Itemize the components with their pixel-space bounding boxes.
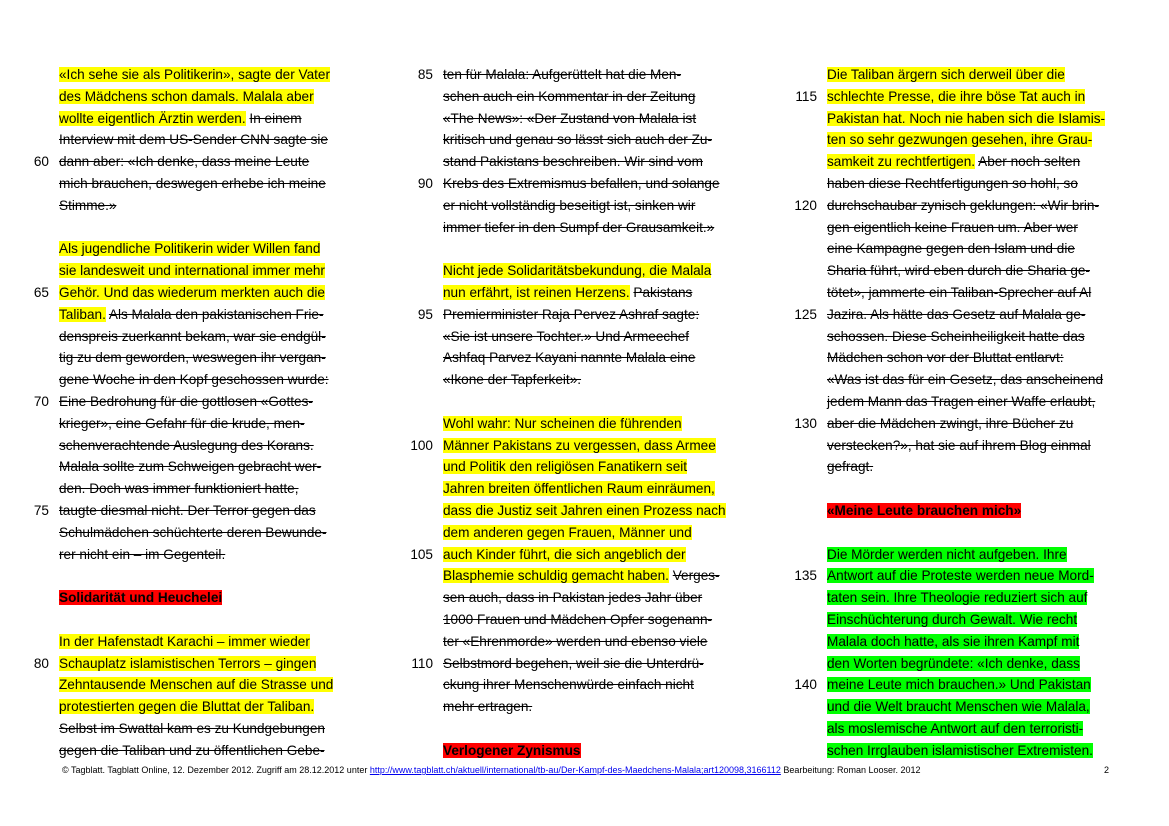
text-line <box>443 129 733 151</box>
highlighted-yellow-text: Zehntausende Menschen auf die Strasse und <box>59 677 334 693</box>
text-line <box>827 631 1117 653</box>
text-line <box>443 260 733 282</box>
text-line <box>59 456 344 478</box>
text-line <box>443 108 733 130</box>
highlighted-yellow-text: Die Taliban ärgern sich derweil über die <box>827 67 1065 82</box>
text-line <box>827 587 1117 609</box>
text-line <box>33 151 344 173</box>
text-line <box>827 326 1117 348</box>
highlighted-green-text: den Worten begründete: «Ich denke, dass <box>827 655 1080 671</box>
source-footer <box>62 765 921 775</box>
text-column-1 <box>33 64 344 762</box>
text-line <box>827 151 1117 173</box>
line-number: 135 <box>794 568 817 584</box>
text-line <box>794 565 1117 587</box>
struck-through-text: mehr ertragen. <box>443 699 533 715</box>
line-number: 75 <box>33 502 49 518</box>
text-line <box>59 86 344 108</box>
line-number: 90 <box>417 175 433 191</box>
text-line <box>827 500 1117 522</box>
section-heading: «Meine Leute brauchen mich» <box>827 502 1022 518</box>
highlighted-yellow-text: wollte eigentlich Ärztin werden. <box>59 110 246 126</box>
struck-through-text: verstecken?», hat sie auf ihrem Blog einmal <box>827 437 1091 453</box>
struck-through-text: «Was ist das für ein Gesetz, das anscheinend <box>827 372 1104 388</box>
footer-prefix: © Tagblatt. Tagblatt Online, 12. Dezember 2012. Zugriff am 28.12.2012 unter <box>62 765 370 775</box>
text-line <box>827 456 1117 478</box>
highlighted-yellow-text: «Ich sehe sie als Politikerin», sagte der Vater <box>59 67 331 82</box>
highlighted-yellow-text: Schauplatz islamistischen Terrors – gingen <box>59 655 317 671</box>
highlighted-green-text: und die Welt braucht Menschen wie Malala, <box>827 699 1090 715</box>
line-number: 120 <box>794 197 817 213</box>
text-line <box>827 238 1117 260</box>
text-line <box>443 587 733 609</box>
struck-through-text: ter «Ehrenmorde» werden und ebenso viele <box>443 633 708 649</box>
struck-through-text: tig zu dem geworden, weswegen ihr vergan- <box>59 350 326 366</box>
struck-through-text: aber die Mädchen zwingt, ihre Bücher zu <box>827 415 1074 431</box>
highlighted-yellow-text: Pakistan hat. Noch nie haben sich die Islamis- <box>827 110 1106 126</box>
text-line <box>827 435 1117 457</box>
highlighted-yellow-text: auch Kinder führt, die sich angeblich der <box>443 546 686 562</box>
text-line <box>827 718 1117 740</box>
text-line <box>443 151 733 173</box>
line-number: 130 <box>794 415 817 431</box>
text-line <box>827 173 1117 195</box>
struck-through-text: er nicht vollständig beseitigt ist, sinken wir <box>443 197 696 213</box>
text-line <box>59 413 344 435</box>
highlighted-green-text: Antwort auf die Proteste werden neue Mord- <box>827 568 1094 584</box>
struck-through-text: taugte diesmal nicht. Der Terror gegen das <box>59 502 316 518</box>
struck-through-text: Selbstmord begehen, weil sie die Unterdrü- <box>443 655 704 671</box>
line-number: 60 <box>33 154 49 170</box>
highlighted-yellow-text: Taliban. <box>59 306 106 322</box>
highlighted-yellow-text: dass die Justiz seit Jahren einen Prozess nach <box>443 502 726 518</box>
struck-through-text: Aber noch selten <box>978 154 1081 170</box>
line-number: 140 <box>794 677 817 693</box>
text-line <box>443 522 733 544</box>
highlighted-yellow-text: Als jugendliche Politikerin wider Willen fand <box>59 241 321 257</box>
text-line <box>443 565 733 587</box>
text-line <box>33 282 344 304</box>
text-line <box>411 653 733 675</box>
struck-through-text: «Sie ist unsere Tochter.» Und Armeechef <box>443 328 690 344</box>
struck-through-text: Krebs des Extremismus befallen, und solange <box>443 175 720 191</box>
line-number: 80 <box>33 655 49 671</box>
text-line <box>59 347 344 369</box>
text-line <box>417 64 733 86</box>
footer-suffix: Bearbeitung: Roman Looser. 2012 <box>780 765 921 775</box>
highlighted-yellow-text: nun erfährt, ist reinen Herzens. <box>443 284 630 300</box>
text-line <box>59 674 344 696</box>
text-line <box>443 696 733 718</box>
text-line <box>33 653 344 675</box>
text-line <box>443 609 733 631</box>
struck-through-text: schenverachtende Auslegung des Korans. <box>59 437 314 453</box>
text-line <box>443 478 733 500</box>
text-line <box>59 478 344 500</box>
text-line <box>59 740 344 762</box>
highlighted-green-text: meine Leute mich brauchen.» Und Pakistan <box>827 677 1091 693</box>
struck-through-text: durchschaubar zynisch geklungen: «Wir brin- <box>827 197 1100 213</box>
highlighted-green-text: taten sein. Ihre Theologie reduziert sich auf <box>827 590 1088 606</box>
struck-through-text: jedem Mann das Tragen einer Waffe erlaubt, <box>827 393 1096 409</box>
struck-through-text: Ashfaq Parvez Kayani nannte Malala eine <box>443 350 696 366</box>
struck-through-text: Interview mit dem US-Sender CNN sagte sie <box>59 132 328 148</box>
text-line <box>794 413 1117 435</box>
struck-through-text: Als Malala den pakistanischen Frie- <box>108 306 324 322</box>
text-line <box>443 217 733 239</box>
struck-through-text: Selbst im Swattal kam es zu Kundgebungen <box>59 720 325 736</box>
text-column-2 <box>410 64 733 762</box>
section-heading: Verlogener Zynismus <box>443 742 581 758</box>
text-line <box>59 260 344 282</box>
highlighted-green-text: als moslemische Antwort auf den terroristi- <box>827 720 1084 736</box>
text-line <box>443 500 733 522</box>
text-line <box>794 674 1117 696</box>
line-number: 100 <box>410 437 433 453</box>
paragraph-gap <box>443 238 733 260</box>
highlighted-yellow-text: dem anderen gegen Frauen, Männer und <box>443 524 692 540</box>
highlighted-yellow-text: Nicht jede Solidaritätsbekundung, die Malala <box>443 263 712 279</box>
highlighted-yellow-text: Männer Pakistans zu vergessen, dass Armee <box>443 437 716 453</box>
struck-through-text: «The News»: «Der Zustand von Malala ist <box>443 110 697 126</box>
struck-through-text: gen eigentlich keine Frauen um. Aber wer <box>827 219 1078 235</box>
highlighted-yellow-text: Gehör. Und das wiederum merkten auch die <box>59 284 325 300</box>
text-line <box>33 500 344 522</box>
text-line <box>443 347 733 369</box>
struck-through-text: dann aber: «Ich denke, dass meine Leute <box>59 154 310 170</box>
highlighted-yellow-text: Wohl wahr: Nur scheinen die führenden <box>443 415 682 431</box>
struck-through-text: schossen. Diese Scheinheiligkeit hatte das <box>827 328 1085 344</box>
highlighted-green-text: Einschüchterung durch Gewalt. Wie recht <box>827 611 1078 627</box>
text-line <box>410 435 733 457</box>
text-line <box>59 435 344 457</box>
text-line <box>443 674 733 696</box>
text-line <box>794 195 1117 217</box>
paragraph-gap <box>59 565 344 587</box>
struck-through-text: den. Doch was immer funktioniert hatte, <box>59 481 299 497</box>
struck-through-text: kritisch und genau so lässt sich auch der Zu- <box>443 132 712 148</box>
text-line <box>827 391 1117 413</box>
struck-through-text: «Ikone der Tapferkeit». <box>443 372 582 388</box>
section-heading: Solidarität und Heuchelei <box>59 590 223 606</box>
text-line <box>59 129 344 151</box>
struck-through-text: Malala sollte zum Schweigen gebracht wer- <box>59 459 322 475</box>
highlighted-yellow-text: Jahren breiten öffentlichen Raum einräumen, <box>443 481 715 497</box>
text-line <box>443 369 733 391</box>
text-line <box>59 631 344 653</box>
struck-through-text: gegen die Taliban und zu öffentlichen Gebe- <box>59 742 325 758</box>
text-line <box>59 326 344 348</box>
highlighted-yellow-text: Blasphemie schuldig gemacht haben. <box>443 568 669 584</box>
struck-through-text: Premierminister Raja Pervez Ashraf sagte: <box>443 306 700 322</box>
text-line <box>417 173 733 195</box>
highlighted-green-text: schen Irrglauben islamistischer Extremisten. <box>827 742 1093 758</box>
highlighted-yellow-text: schlechte Presse, die ihre böse Tat auch in <box>827 88 1086 104</box>
struck-through-text: immer tiefer in den Sumpf der Grausamkeit.» <box>443 219 715 235</box>
line-number: 125 <box>794 306 817 322</box>
highlighted-yellow-text: des Mädchens schon damals. Malala aber <box>59 88 314 104</box>
text-line <box>827 696 1117 718</box>
highlighted-green-text: Malala doch hatte, als sie ihren Kampf mit <box>827 633 1080 649</box>
struck-through-text: Verges- <box>672 568 720 584</box>
struck-through-text: sen auch, dass in Pakistan jedes Jahr über <box>443 590 703 606</box>
paragraph-gap <box>827 522 1117 544</box>
text-line <box>59 369 344 391</box>
text-line <box>443 413 733 435</box>
text-line <box>794 304 1117 326</box>
highlighted-yellow-text: samkeit zu rechtfertigen. <box>827 154 976 170</box>
highlighted-yellow-text: ten so sehr gezwungen gesehen, ihre Grau- <box>827 132 1093 148</box>
text-line <box>59 544 344 566</box>
text-line <box>827 108 1117 130</box>
paragraph-gap <box>59 609 344 631</box>
struck-through-text: tötet», jammerte ein Taliban-Sprecher auf Al <box>827 284 1092 300</box>
text-line <box>59 195 344 217</box>
line-number: 105 <box>410 546 433 562</box>
highlighted-yellow-text: und Politik den religiösen Fanatikern seit <box>443 459 688 475</box>
struck-through-text: ten für Malala: Aufgerüttelt hat die Men- <box>443 67 682 82</box>
struck-through-text: gefragt. <box>827 459 874 475</box>
line-number: 95 <box>417 306 433 322</box>
source-link[interactable]: http://www.tagblatt.ch/aktuell/international/tb-au/Der-Kampf-des-Maedchens-Malala;art120098,3166112 <box>369 765 781 775</box>
text-line <box>443 456 733 478</box>
struck-through-text: stand Pakistans beschreiben. Wir sind vom <box>443 154 703 170</box>
struck-through-text: eine Kampagne gegen den Islam und die <box>827 241 1075 257</box>
text-line <box>417 304 733 326</box>
text-line <box>59 173 344 195</box>
struck-through-text: Schulmädchen schüchterte deren Bewunde- <box>59 524 327 540</box>
text-line <box>33 391 344 413</box>
highlighted-yellow-text: In der Hafenstadt Karachi – immer wieder <box>59 633 310 649</box>
text-column-3 <box>794 64 1117 762</box>
struck-through-text: 1000 Frauen und Mädchen Opfer sogenann- <box>443 611 713 627</box>
struck-through-text: Sharia führt, wird eben durch die Sharia ge- <box>827 263 1090 279</box>
text-line <box>443 740 733 762</box>
text-line <box>827 217 1117 239</box>
struck-through-text: mich brauchen, deswegen erhebe ich meine <box>59 175 326 191</box>
text-line <box>443 631 733 653</box>
line-number: 115 <box>795 88 817 104</box>
text-line <box>443 195 733 217</box>
struck-through-text: Mädchen schon vor der Bluttat entlarvt: <box>827 350 1064 366</box>
struck-through-text: In einem <box>249 110 302 126</box>
struck-through-text: Jazira. Als hätte das Gesetz auf Malala ge- <box>827 306 1086 322</box>
text-line <box>443 86 733 108</box>
text-line <box>59 587 344 609</box>
text-line <box>827 544 1117 566</box>
text-line <box>59 64 344 86</box>
text-line <box>443 282 733 304</box>
struck-through-text: krieger», eine Gefahr für die krude, men- <box>59 415 305 431</box>
paragraph-gap <box>443 718 733 740</box>
line-number: 85 <box>417 67 433 82</box>
highlighted-green-text: Die Mörder werden nicht aufgeben. Ihre <box>827 546 1067 562</box>
text-line <box>795 86 1117 108</box>
highlighted-yellow-text: protestierten gegen die Bluttat der Taliban. <box>59 699 315 715</box>
text-line <box>443 326 733 348</box>
text-line <box>827 347 1117 369</box>
text-line <box>827 260 1117 282</box>
struck-through-text: Eine Bedrohung für die gottlosen «Gottes- <box>59 393 313 409</box>
struck-through-text: Stimme.» <box>59 197 117 213</box>
struck-through-text: Pakistans <box>633 284 693 300</box>
line-number: 70 <box>33 393 49 409</box>
struck-through-text: schen auch ein Kommentar in der Zeitung <box>443 88 696 104</box>
text-line <box>59 238 344 260</box>
text-line <box>827 740 1117 762</box>
struck-through-text: rer nicht ein – im Gegenteil. <box>59 546 226 562</box>
paragraph-gap <box>443 391 733 413</box>
text-line <box>59 522 344 544</box>
paragraph-gap <box>827 478 1117 500</box>
text-line <box>59 696 344 718</box>
text-line <box>827 64 1117 86</box>
struck-through-text: denspreis zuerkannt bekam, war sie endgül- <box>59 328 326 344</box>
text-line <box>59 718 344 740</box>
text-line <box>410 544 733 566</box>
struck-through-text: gene Woche in den Kopf geschossen wurde: <box>59 372 329 388</box>
highlighted-yellow-text: sie landesweit und international immer mehr <box>59 263 325 279</box>
text-line <box>827 609 1117 631</box>
text-line <box>827 129 1117 151</box>
struck-through-text: haben diese Rechtfertigungen so hohl, so <box>827 175 1078 191</box>
text-line <box>827 369 1117 391</box>
text-line <box>59 304 344 326</box>
text-line <box>59 108 344 130</box>
struck-through-text: ckung ihrer Menschenwürde einfach nicht <box>443 677 694 693</box>
text-line <box>827 282 1117 304</box>
text-line <box>827 653 1117 675</box>
line-number: 65 <box>33 284 49 300</box>
page-number: 2 <box>1104 765 1110 775</box>
line-number: 110 <box>411 655 433 671</box>
paragraph-gap <box>59 217 344 239</box>
